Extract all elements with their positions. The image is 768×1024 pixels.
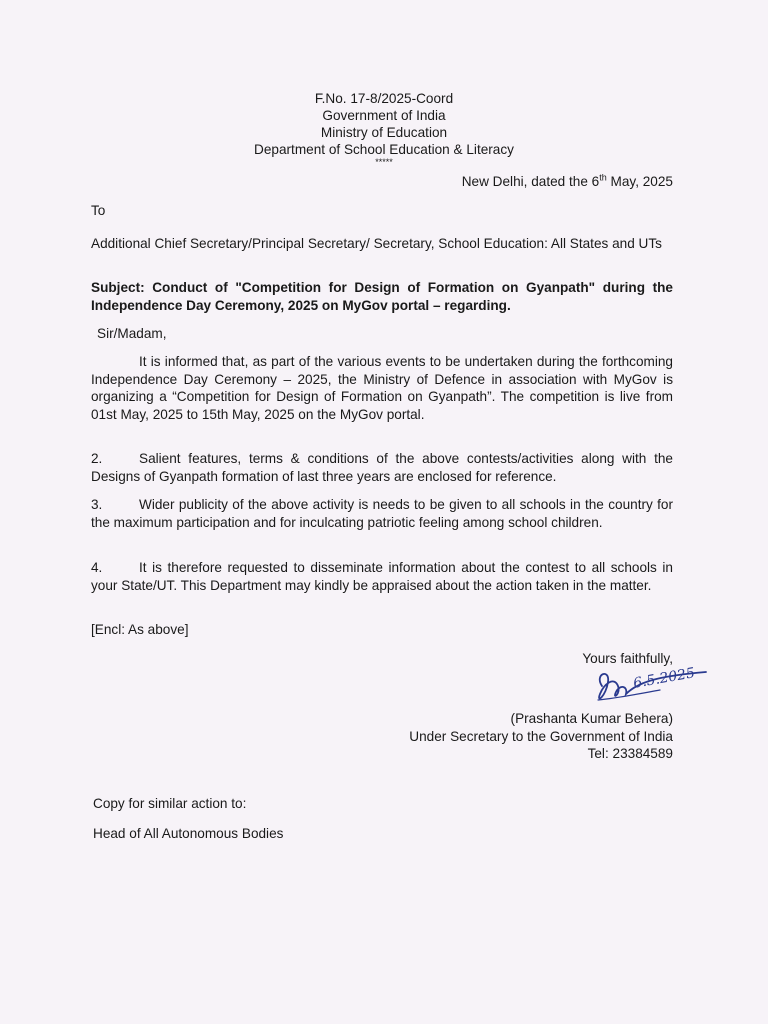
to-label: To — [91, 203, 106, 218]
signatory-block — [300, 710, 673, 763]
paragraph-3 — [91, 496, 673, 531]
date-suffix: May, 2025 — [606, 174, 673, 189]
paragraph-4 — [91, 559, 673, 594]
subject-line: Subject: Conduct of "Competition for Design of Formation on Gyanpath" during the Independence Day Ceremony, 2025 on MyGov portal – regarding. — [91, 280, 673, 313]
signatory-tel: Tel: 23384589 — [587, 746, 673, 761]
header-stars: ***** — [375, 157, 393, 167]
closing: Yours faithfully, — [582, 651, 673, 666]
paragraph-1: It is informed that, as part of the various events to be undertaken during the forthcoming Independence Day Ceremony – 2025, the Ministry of Defence in association with MyGov is organizing a “Competition for Design of Formation on Gyanpath”. The competition is live from 01st May, 2025 to 15th May, 2025 on the MyGov portal. — [91, 354, 673, 422]
letter-date — [300, 174, 673, 189]
government-name: Government of India — [322, 108, 446, 123]
paragraph-2-text: Salient features, terms & conditions of the above contests/activities along with the Designs of Gyanpath formation of last three years are enclosed for reference. — [91, 451, 673, 484]
paragraph-4-number: 4. — [91, 560, 103, 575]
addressee: Additional Chief Secretary/Principal Secretary/ Secretary, School Education: All States and UTs — [91, 236, 662, 251]
ministry-name: Ministry of Education — [320, 125, 448, 140]
signature-date: 6.5.2025 — [632, 665, 697, 692]
paragraph-2 — [91, 450, 673, 485]
department-name: Department of School Education & Literacy — [254, 142, 514, 157]
date-prefix: New Delhi, dated the 6 — [461, 174, 600, 189]
paragraph-3-text: Wider publicity of the above activity is needs to be given to all schools in the country for the maximum participation and for inculcating patriotic feeling among school children. — [91, 497, 673, 530]
date-sup: th — [599, 172, 607, 183]
signatory-designation: Under Secretary to the Government of India — [409, 728, 673, 744]
paragraph-4-text: It is therefore requested to disseminate information about the contest to all schools in your State/UT. This Department may kindly be appraised about the action taken in the matter. — [91, 560, 673, 593]
copy-to-recipient: Head of All Autonomous Bodies — [93, 826, 284, 841]
file-number: F.No. 17-8/2025-Coord — [314, 91, 454, 106]
paragraph-2-number: 2. — [91, 451, 103, 466]
salutation: Sir/Madam, — [97, 326, 167, 341]
enclosure-note: [Encl: As above] — [91, 622, 189, 637]
signatory-name: (Prashanta Kumar Behera) — [510, 711, 673, 726]
paragraph-3-number: 3. — [91, 497, 103, 512]
copy-to-label: Copy for similar action to: — [93, 796, 247, 811]
signature — [588, 664, 718, 710]
letter-header — [0, 90, 768, 167]
